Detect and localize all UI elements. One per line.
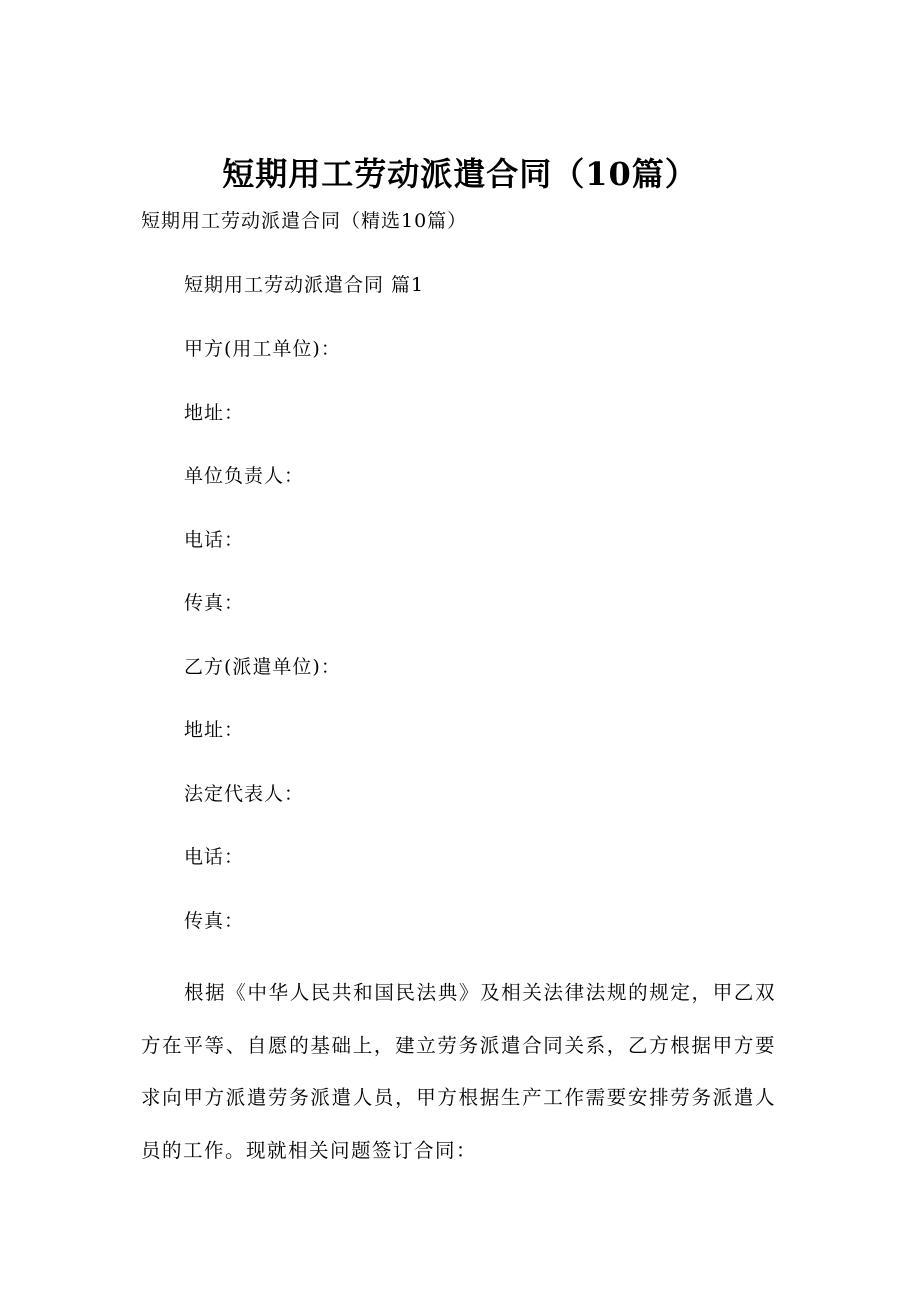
section-heading: 短期用工劳动派遣合同 篇1 [184, 274, 425, 296]
field-party-b: 乙方(派遣单位)： [184, 656, 341, 678]
intro-paragraph: 根据《中华人民共和国民法典》及相关法律法规的规定，甲乙双方在平等、自愿的基础上，建立劳务派遣合同关系，乙方根据甲方要求向甲方派遣劳务派遣人员，甲方根据生产工作需要安排劳务派遣人员的工作。现就相关问题签订合同： [141, 981, 776, 1162]
document-title: 短期用工劳动派遣合同（10篇） [222, 155, 698, 193]
field-party-b-legal-representative: 法定代表人： [184, 783, 305, 805]
field-party-b-address: 地址： [184, 719, 245, 741]
field-party-b-phone: 电话： [184, 846, 245, 868]
field-party-a: 甲方(用工单位)： [184, 338, 341, 360]
field-party-a-fax: 传真： [184, 592, 245, 614]
document-subtitle: 短期用工劳动派遣合同（精选10篇） [141, 210, 468, 232]
field-party-a-responsible-person: 单位负责人： [184, 465, 305, 487]
field-party-a-address: 地址： [184, 402, 245, 424]
field-party-b-fax: 传真： [184, 910, 245, 932]
field-party-a-phone: 电话： [184, 529, 245, 551]
